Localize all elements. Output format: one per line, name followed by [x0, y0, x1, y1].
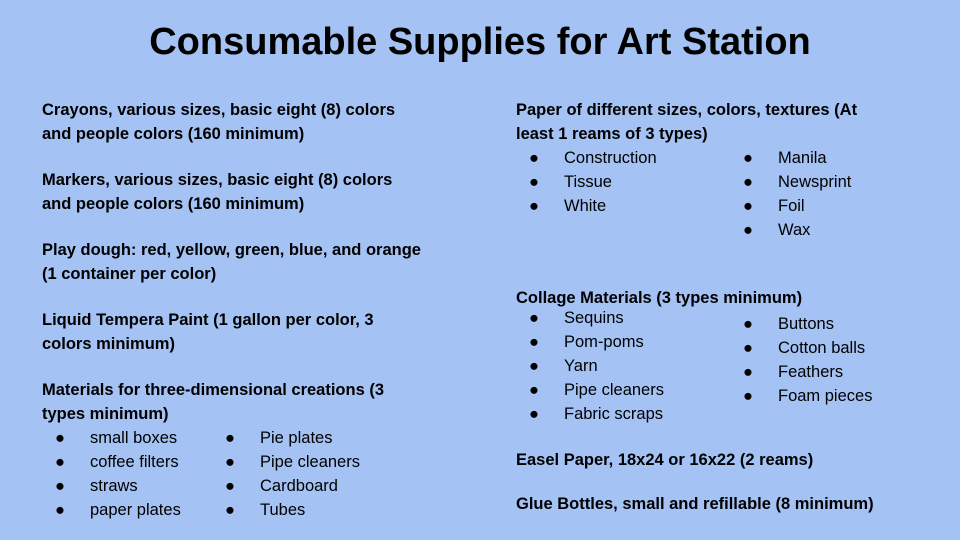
easel-paper-heading: Easel Paper, 18x24 or 16x22 (2 reams) — [516, 451, 814, 469]
list-item: ● Yarn — [516, 354, 664, 378]
list-item: ● Cardboard — [212, 474, 360, 498]
collage-section — [516, 286, 936, 426]
play-dough-line-1: Play dough: red, yellow, green, blue, and orange — [42, 241, 421, 259]
list-item: ● Pipe cleaners — [212, 450, 360, 474]
list-item: ● Wax — [730, 218, 851, 242]
list-item: ● Pom-poms — [516, 330, 664, 354]
left-column — [42, 98, 462, 522]
bullet-icon: ● — [743, 387, 753, 405]
list-item: ● White — [516, 194, 657, 218]
list-item: ● Cotton balls — [730, 336, 872, 360]
slide-title: Consumable Supplies for Art Station — [149, 21, 811, 63]
play-dough-line-2: (1 container per color) — [42, 265, 217, 283]
bullet-icon: ● — [743, 339, 753, 357]
collage-list-1 — [516, 306, 664, 426]
list-item: ● small boxes — [42, 426, 181, 450]
three-d-section — [42, 378, 462, 522]
list-item: ● Tissue — [516, 170, 657, 194]
collage-list-2 — [730, 312, 872, 408]
paper-list-2 — [730, 146, 851, 242]
list-item: ● straws — [42, 474, 181, 498]
three-d-line-2: types minimum) — [42, 405, 169, 423]
list-item: ● paper plates — [42, 498, 181, 522]
bullet-icon: ● — [743, 363, 753, 381]
list-item: ● Newsprint — [730, 170, 851, 194]
bullet-icon: ● — [55, 429, 65, 447]
list-item: ● Fabric scraps — [516, 402, 664, 426]
list-item: ● Tubes — [212, 498, 360, 522]
list-item: ● Sequins — [516, 306, 664, 330]
bullet-icon: ● — [743, 173, 753, 191]
markers-line-2: and people colors (160 minimum) — [42, 195, 305, 213]
three-d-list-2 — [212, 426, 360, 522]
list-item: ● Manila — [730, 146, 851, 170]
list-item: ● Foil — [730, 194, 851, 218]
bullet-icon: ● — [225, 477, 235, 495]
bullet-icon: ● — [529, 149, 539, 167]
list-item: ● coffee filters — [42, 450, 181, 474]
bullet-icon: ● — [225, 429, 235, 447]
bullet-icon: ● — [529, 405, 539, 423]
collage-heading: Collage Materials (3 types minimum) — [516, 289, 803, 307]
bullet-icon: ● — [529, 357, 539, 375]
list-item: ● Pipe cleaners — [516, 378, 664, 402]
bullet-icon: ● — [225, 501, 235, 519]
paper-line-1: Paper of different sizes, colors, textures (At — [516, 101, 858, 119]
list-item: ● Pie plates — [212, 426, 360, 450]
tempera-line-1: Liquid Tempera Paint (1 gallon per color, 3 — [42, 311, 374, 329]
bullet-icon: ● — [529, 381, 539, 399]
play-dough-section — [42, 238, 462, 286]
bullet-icon: ● — [529, 333, 539, 351]
paper-section — [516, 98, 936, 242]
bullet-icon: ● — [743, 197, 753, 215]
glue-bottles-heading: Glue Bottles, small and refillable (8 minimum) — [516, 495, 874, 513]
list-item: ● Foam pieces — [730, 384, 872, 408]
list-item: ● Feathers — [730, 360, 872, 384]
bullet-icon: ● — [743, 149, 753, 167]
bullet-icon: ● — [743, 315, 753, 333]
three-d-line-1: Materials for three-dimensional creations (3 — [42, 381, 385, 399]
paper-list-1 — [516, 146, 657, 218]
tempera-line-2: colors minimum) — [42, 335, 175, 353]
crayons-section — [42, 98, 462, 146]
bullet-icon: ● — [743, 221, 753, 239]
bullet-icon: ● — [529, 309, 539, 327]
right-column — [516, 98, 936, 516]
bullet-icon: ● — [529, 173, 539, 191]
paper-line-2: least 1 reams of 3 types) — [516, 125, 708, 143]
bullet-icon: ● — [55, 501, 65, 519]
bullet-icon: ● — [225, 453, 235, 471]
tempera-section — [42, 308, 462, 356]
bullet-icon: ● — [55, 453, 65, 471]
crayons-line-1: Crayons, various sizes, basic eight (8) colors — [42, 101, 396, 119]
list-item: ● Buttons — [730, 312, 872, 336]
bullet-icon: ● — [55, 477, 65, 495]
three-d-list-1 — [42, 426, 181, 522]
markers-line-1: Markers, various sizes, basic eight (8) colors — [42, 171, 393, 189]
markers-section — [42, 168, 462, 216]
crayons-line-2: and people colors (160 minimum) — [42, 125, 305, 143]
list-item: ● Construction — [516, 146, 657, 170]
bullet-icon: ● — [529, 197, 539, 215]
